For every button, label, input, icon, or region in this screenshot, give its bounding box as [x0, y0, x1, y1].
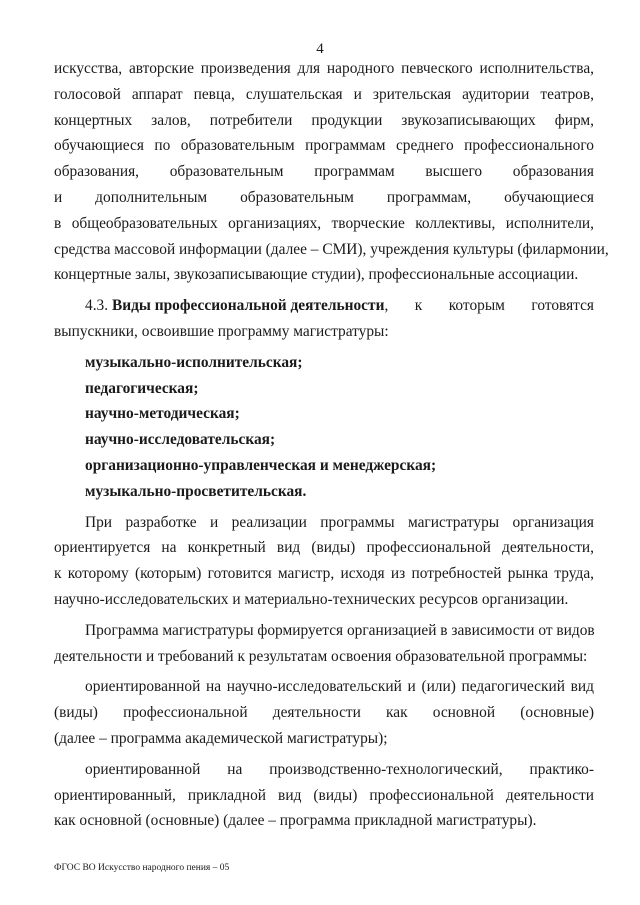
- section-heading-line: [54, 293, 594, 319]
- text-line: Программа магистратуры формируется организацией в зависимости от видов: [85, 621, 595, 639]
- section-4-3: [54, 293, 594, 345]
- activity-types-list: [54, 350, 594, 505]
- text-line: образования, образовательным программам высшего образования: [54, 163, 594, 181]
- section-number: 4.3.: [85, 297, 109, 315]
- paragraph-object-list: [54, 56, 609, 288]
- text-line: При разработке и реализации программы магистратуры организация: [85, 513, 594, 531]
- section-term: Виды профессиональной деятельности: [111, 297, 385, 315]
- text-line: средства массовой информации (далее – СМИ), учреждения культуры (филармонии,: [54, 240, 609, 258]
- text-line: деятельности и требований к результатам освоения образовательной программы:: [54, 647, 588, 665]
- text-line: научно-исследовательских и материально-технических ресурсов организации.: [54, 590, 569, 608]
- text-line: (далее – программа академической магистратуры);: [54, 729, 388, 747]
- paragraph-formation: [54, 618, 594, 670]
- text-line: как основной (основные) (далее – программа прикладной магистратуры).: [54, 812, 537, 830]
- list-item: музыкально-исполнительская;: [85, 353, 303, 371]
- text-line: ориентируется на конкретный вид (виды) профессиональной деятельности,: [54, 539, 594, 557]
- text-line: ориентированный, прикладной вид (виды) профессиональной деятельности: [54, 786, 594, 804]
- text-line: искусства, авторские произведения для народного певческого исполнительства,: [54, 60, 594, 77]
- section-rest: , к которым готовятся: [384, 297, 594, 315]
- paragraph-orientation: [54, 510, 594, 613]
- text-line: в общеобразовательных организациях, творческие коллективы, исполнители,: [54, 214, 594, 232]
- list-item: научно-методическая;: [85, 405, 240, 423]
- text-line: к которому (которым) готовится магистр, исходя из потребностей рынка труда,: [54, 565, 594, 583]
- text-line: обучающиеся по образовательным программам среднего профессионального: [54, 137, 594, 155]
- list-item: научно-исследовательская;: [85, 431, 276, 449]
- document-body: [54, 56, 609, 834]
- paragraph-academic: [54, 674, 594, 751]
- text-line: концертных залов, потребители продукции звукозаписывающих фирм,: [54, 111, 594, 129]
- page-footer: ФГОС ВО Искусство народного пения – 05: [54, 863, 230, 873]
- text-line: (виды) профессиональной деятельности как основной (основные): [54, 704, 594, 722]
- text-line: и дополнительным образовательным программам, обучающиеся: [54, 188, 594, 206]
- list-item: музыкально-просветительская.: [85, 482, 307, 500]
- page-number: 4: [316, 41, 324, 57]
- text-line: концертные залы, звукозаписывающие студии), профессиональные ассоциации.: [54, 266, 579, 284]
- paragraph-applied: [54, 757, 594, 834]
- list-item: организационно-управленческая и менеджерская;: [85, 456, 437, 474]
- text-line: ориентированной на производственно-технологический, практико-: [85, 760, 594, 778]
- text-line: выпускники, освоившие программу магистратуры:: [54, 322, 389, 340]
- list-item: педагогическая;: [85, 379, 199, 397]
- text-line: голосовой аппарат певца, слушательская и зрительская аудитории театров,: [54, 85, 594, 103]
- text-line: ориентированной на научно-исследовательский и (или) педагогический вид: [85, 678, 594, 696]
